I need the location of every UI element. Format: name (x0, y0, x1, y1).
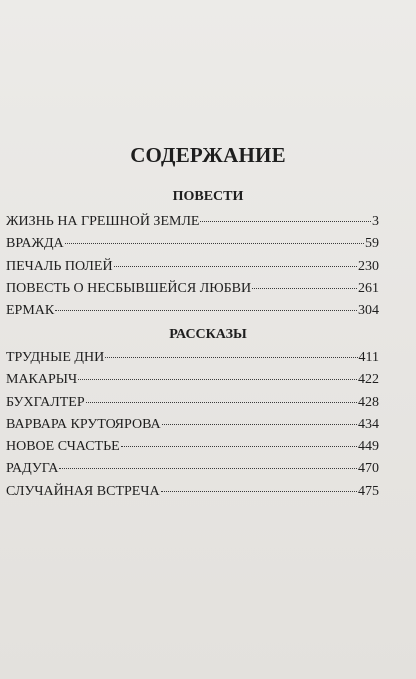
toc-entry-page: 475 (358, 483, 379, 499)
dot-leader (161, 491, 357, 492)
toc-entry-page: 3 (372, 214, 379, 229)
toc-entry[interactable] (6, 281, 379, 303)
page-title: СОДЕРЖАНИЕ (130, 143, 286, 167)
toc-entry-page: 449 (358, 439, 379, 455)
dot-leader (252, 288, 357, 289)
toc-list-povesti (6, 214, 379, 325)
toc-entry[interactable] (6, 214, 379, 236)
section-heading-rasskazy: РАССКАЗЫ (169, 327, 247, 342)
toc-entry-title: МАКАРЫЧ (6, 372, 78, 388)
toc-entry[interactable] (6, 350, 379, 372)
toc-entry-page: 422 (358, 372, 379, 388)
dot-leader (200, 221, 371, 222)
dot-leader (78, 379, 357, 380)
toc-entry[interactable] (6, 259, 379, 281)
toc-entry[interactable] (6, 395, 379, 417)
toc-entry-page: 434 (358, 416, 379, 432)
toc-entry[interactable] (6, 461, 379, 483)
toc-entry-title: БУХГАЛТЕР (6, 394, 85, 410)
dot-leader (121, 446, 357, 447)
toc-entry[interactable] (6, 439, 379, 461)
toc-entry-page: 411 (358, 350, 379, 365)
toc-entry-page: 470 (358, 461, 379, 477)
toc-entry-page: 261 (358, 280, 379, 296)
dot-leader (162, 424, 357, 425)
toc-entry-title: НОВОЕ СЧАСТЬЕ (6, 439, 120, 455)
toc-entry-title: ЖИЗНЬ НА ГРЕШНОЙ ЗЕМЛЕ (6, 214, 200, 229)
toc-entry[interactable] (6, 236, 379, 258)
dot-leader (86, 402, 357, 403)
toc-entry-title: ВРАЖДА (6, 236, 64, 252)
toc-entry-page: 59 (365, 236, 379, 252)
dot-leader (59, 468, 357, 469)
toc-list-rasskazy (6, 350, 379, 506)
toc-entry-title: СЛУЧАЙНАЯ ВСТРЕЧА (6, 483, 160, 499)
toc-entry[interactable] (6, 417, 379, 439)
toc-entry-page: 428 (358, 394, 379, 410)
section-heading-povesti: ПОВЕСТИ (172, 189, 244, 204)
dot-leader (114, 266, 357, 267)
toc-entry[interactable] (6, 372, 379, 394)
toc-entry-title: ПОВЕСТЬ О НЕСБЫВШЕЙСЯ ЛЮБВИ (6, 280, 252, 296)
toc-entry-page: 230 (358, 258, 379, 274)
toc-entry-title: ЕРМАК (6, 303, 55, 319)
dot-leader (65, 243, 364, 244)
toc-entry[interactable] (6, 303, 379, 325)
toc-entry-page: 304 (358, 303, 379, 319)
toc-entry-title: ПЕЧАЛЬ ПОЛЕЙ (6, 258, 113, 274)
toc-entry-title: РАДУГА (6, 461, 59, 477)
dot-leader (105, 357, 357, 358)
toc-entry[interactable] (6, 484, 379, 506)
toc-entry-title: ТРУДНЫЕ ДНИ (6, 350, 105, 365)
toc-entry-title: ВАРВАРА КРУТОЯРОВА (6, 416, 161, 432)
dot-leader (55, 310, 357, 311)
